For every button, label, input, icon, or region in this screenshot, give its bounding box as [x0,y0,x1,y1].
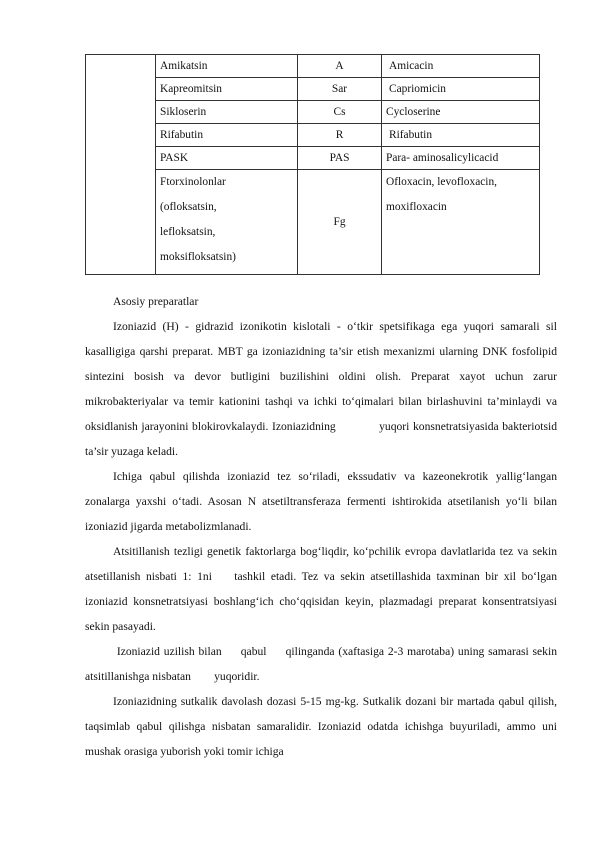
drug-english-cell: Capriomicin [382,78,540,101]
drug-english-cell: Cycloserine [382,101,540,124]
drug-english-cell: Rifabutin [382,124,540,147]
drug-code-cell: R [298,124,382,147]
drug-english-line: moxifloxacin [386,201,447,213]
drug-english-cell [382,170,540,275]
drug-name-line: moksifloksatsin) [160,251,236,263]
paragraph: Ichiga qabul qilishda izoniazid tez so‘riladi, ekssudativ va kazeonekrotik yallig‘langan zonalarga yaxshi o‘tadi. Asosan N atsetiltransferaza fermenti ishtirokida atsetilanish yo‘li bilan izoniazid jigarda metabolizmlanadi. [85,470,560,533]
drug-english-cell: Amicacin [382,55,540,78]
drug-english-cell: Para- aminosalicylicacid [382,147,540,170]
drug-name-line: Ftorxinolonlar [160,176,226,188]
drug-code-cell: Sar [298,78,382,101]
paragraph: Izoniazidning sutkalik davolash dozasi 5-15 mg-kg. Sutkalik dozani bir martada qabul qilish, taqsimlab qabul qilishga nisbatan samaralidir. Izoniazid odatda ichishga buyuriladi, ammo uni mushak orasiga yuborish yoki tomir ichiga [85,695,560,758]
drug-name-cell [156,170,298,275]
drug-code-cell: PAS [298,147,382,170]
paragraph: Atsitillanish tezligi genetik faktorlarga bog‘liqdir, ko‘pchilik evropa davlatlarida tez va sekin atsetillanish nisbati 1: 1ni tashkil etadi. Tez va sekin atsetillashida taxminan bir xil bo‘lgan izoniazid konsnetratsiyasi boshlang‘ich cho‘qqisidan keyin, plazmadagi preparat konsentratsiyasi sekin pasayadi. [85,545,560,633]
paragraph: Izoniazid (H) - gidrazid izonikotin kislotali - o‘tkir spetsifikaga ega yuqori samarali sil kasalligiga qarshi preparat. MBT ga izoniazidning ta’sir etish mexanizmi ularning DNK fosfolipid sintezini bosish va devor butligini buzilishini oldini olish. Preparat xayot uchun zarur mikrobakteriyalar va temir kationini tashqi va ichki to‘qimalari bilan birlashuvini ta’minlaydi va oksidlanish jarayonini blokirovkalaydi. Izoniazidning yuqori konsnetratsiyasida bakteriotsid ta’sir yuzaga keladi. [85,320,560,458]
drug-name-cell: Rifabutin [156,124,298,147]
drug-table [85,54,540,275]
drug-code-cell: A [298,55,382,78]
drug-english-line: Ofloxacin, levofloxacin, [386,176,498,188]
drug-code-cell: Fg [298,170,382,275]
empty-group-cell [86,55,156,275]
drug-name-cell: Amikatsin [156,55,298,78]
drug-name-line: lefloksatsin, [160,226,216,238]
drug-name-cell: Kapreomitsin [156,78,298,101]
paragraph: Izoniazid uzilish bilan qabul qilinganda (xaftasiga 2-3 marotaba) uning samarasi sekin atsitillanishga nisbatan yuqoridir. [85,645,560,683]
table-row [86,55,540,78]
drug-table-body [86,55,540,275]
section-heading: Asosiy preparatlar [113,295,199,308]
drug-name-line: (ofloksatsin, [160,201,217,213]
drug-code-cell: Cs [298,101,382,124]
drug-name-cell: PASK [156,147,298,170]
drug-name-cell: Sikloserin [156,101,298,124]
body-text [85,289,560,764]
